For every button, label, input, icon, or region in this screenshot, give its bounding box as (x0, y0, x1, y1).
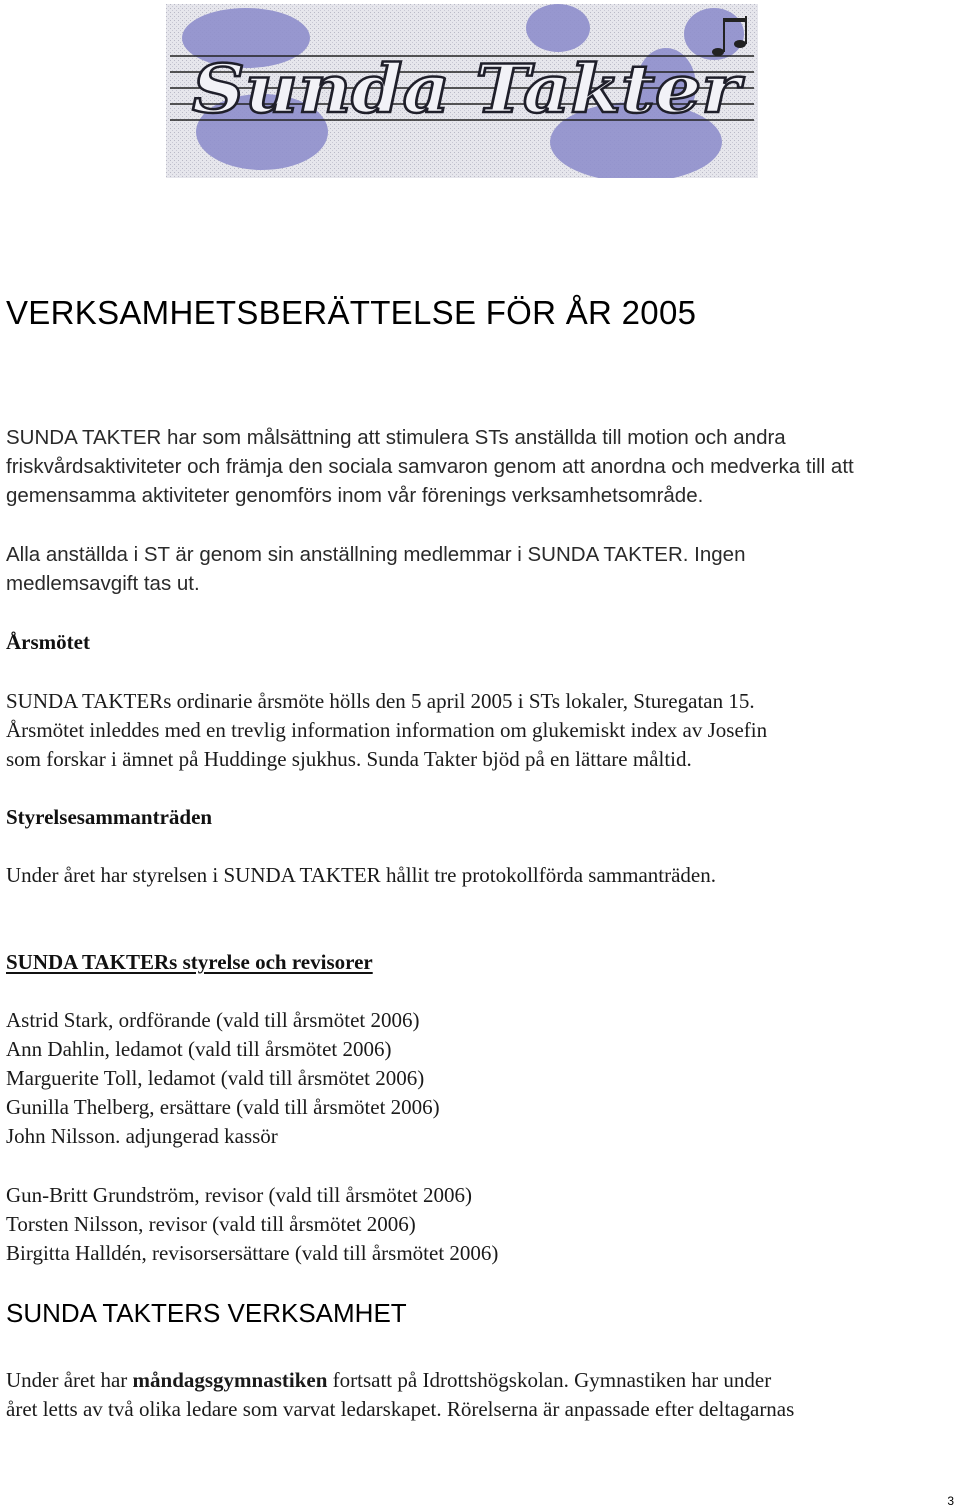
intro-line: SUNDA TAKTER har som målsättning att stimulera STs anställda till motion och andra (6, 426, 786, 449)
members-line: Alla anställda i ST är genom sin anställning medlemmar i SUNDA TAKTER. Ingen (6, 543, 746, 566)
board-member: Marguerite Toll, ledamot (vald till årsmötet 2006) (6, 1066, 425, 1090)
auditor: Gun-Britt Grundström, revisor (vald till årsmötet 2006) (6, 1183, 473, 1207)
board-list (6, 1006, 440, 1151)
verksamhet-paragraph (6, 1366, 794, 1424)
intro-line: friskvårdsaktiviteter och främja den sociala samvaron genom att anordna och medverka till att (6, 455, 854, 478)
board-member: Ann Dahlin, ledamot (vald till årsmötet 2006) (6, 1037, 392, 1061)
verksamhet-line: året letts av två olika ledare som varvat ledarskapet. Rörelserna är anpassade efter deltagarnas (6, 1397, 795, 1421)
arsmotet-line: Årsmötet inleddes med en trevlig information information om glukemiskt index av Josefin (6, 718, 768, 742)
verksamhet-heading: SUNDA TAKTERS VERKSAMHET (6, 1298, 407, 1328)
styrelse-heading: SUNDA TAKTERs styrelse och revisorer (6, 950, 373, 974)
sunda-takter-logo (166, 4, 758, 178)
styrelsesammantraden-line: Under året har styrelsen i SUNDA TAKTER hållit tre protokollförda sammanträden. (6, 863, 717, 887)
svg-text:Sunda Takter: Sunda Takter (192, 50, 745, 128)
board-member: Gunilla Thelberg, ersättare (vald till årsmötet 2006) (6, 1095, 440, 1119)
intro-paragraph (6, 423, 854, 510)
styrelsesammantraden-heading: Styrelsesammanträden (6, 805, 213, 829)
board-member: Astrid Stark, ordförande (vald till årsmötet 2006) (6, 1008, 420, 1032)
verksamhet-text: Under året har (6, 1368, 133, 1392)
arsmotet-heading: Årsmötet (6, 630, 90, 654)
arsmotet-line: SUNDA TAKTERs ordinarie årsmöte hölls den 5 april 2005 i STs lokaler, Sturegatan 15. (6, 689, 755, 713)
intro-line: gemensamma aktiviteter genomförs inom vår förenings verksamhetsområde. (6, 484, 704, 507)
auditor: Torsten Nilsson, revisor (vald till årsmötet 2006) (6, 1212, 416, 1236)
document-title: VERKSAMHETSBERÄTTELSE FÖR ÅR 2005 (6, 294, 697, 331)
board-member: John Nilsson. adjungerad kassör (6, 1124, 278, 1148)
page-number: 3 (947, 1494, 954, 1508)
verksamhet-text: fortsatt på Idrottshögskolan. Gymnastiken har under (327, 1368, 772, 1392)
verksamhet-line (6, 1366, 794, 1395)
arsmotet-paragraph (6, 687, 767, 774)
mandagsgymnastiken-term: måndagsgymnastiken (132, 1368, 328, 1392)
auditor: Birgitta Halldén, revisorsersättare (vald till årsmötet 2006) (6, 1241, 499, 1265)
arsmotet-line: som forskar i ämnet på Huddinge sjukhus. Sunda Takter bjöd på en lättare måltid. (6, 747, 692, 771)
members-line: medlemsavgift tas ut. (6, 572, 200, 595)
members-paragraph (6, 540, 745, 598)
auditor-list (6, 1181, 498, 1268)
styrelsesammantraden-paragraph (6, 861, 716, 890)
